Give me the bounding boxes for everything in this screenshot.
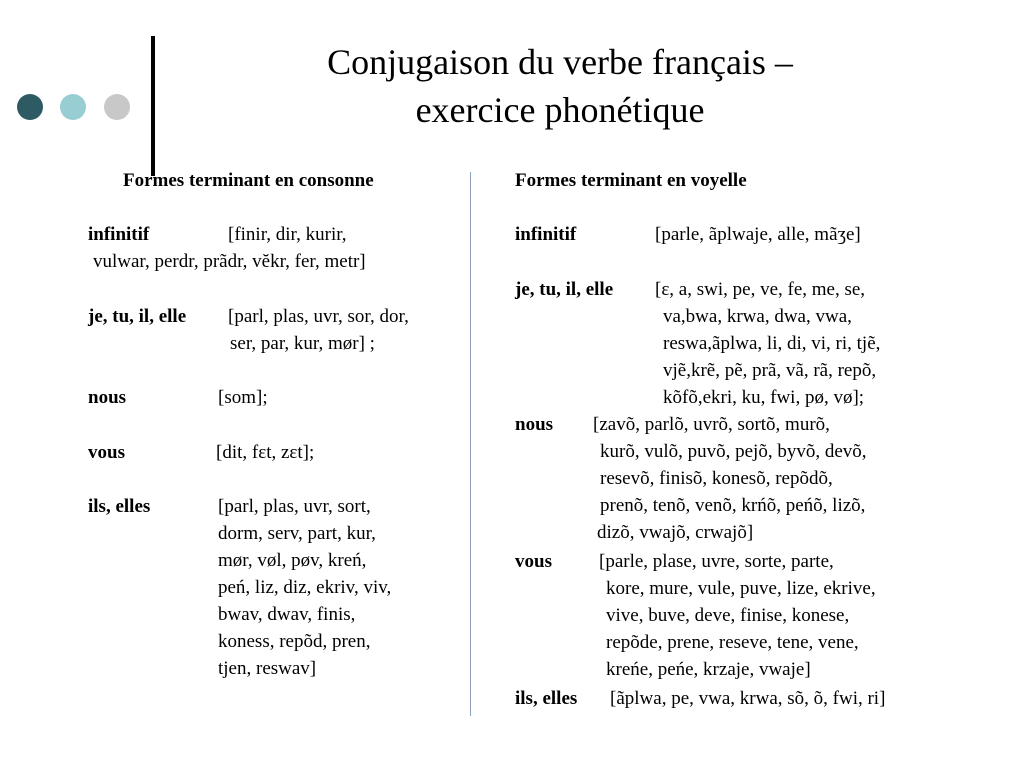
- right-nous-label: nous: [515, 414, 554, 435]
- left-infinitif-label: infinitif: [88, 224, 150, 245]
- right-vous-line-3: vive, buve, deve, finise, konese,: [606, 605, 850, 626]
- right-je-label: je, tu, il, elle: [515, 279, 614, 300]
- right-nous-line-5: dizõ, vwajõ, crwajõ]: [597, 522, 754, 543]
- right-infinitif-label: infinitif: [515, 224, 577, 245]
- right-je-line-2: va,bwa, krwa, dwa, vwa,: [663, 306, 852, 327]
- left-vous-label: vous: [88, 442, 125, 463]
- left-ils-line-5: bwav, dwav, finis,: [218, 604, 356, 625]
- right-je-line-4: vjẽ,krẽ, pẽ, prã, vã, rã, repõ,: [663, 360, 877, 381]
- right-je-line-3: reswa,ãplwa, li, di, vi, ri, tjẽ,: [663, 333, 881, 354]
- title-line-2: exercice phonétique: [415, 90, 705, 130]
- left-heading: Formes terminant en consonne: [123, 170, 374, 191]
- right-vous-line-1: [parle, plase, uvre, sorte, parte,: [599, 551, 834, 572]
- right-vous-line-4: repõde, prene, reseve, tene, vene,: [606, 632, 859, 653]
- right-vous-label: vous: [515, 551, 552, 572]
- decorative-dot-gray: [104, 94, 130, 120]
- right-je-line-5: kõfõ,ekri, ku, fwi, pø, vø];: [663, 387, 865, 408]
- right-je-line-1: [ɛ, a, swi, pe, ve, fe, me, se,: [655, 279, 866, 300]
- right-infinitif-line-1: [parle, ãplwaje, alle, mãʒe]: [655, 224, 861, 245]
- left-je-line-2: ser, par, kur, mør] ;: [230, 333, 375, 354]
- right-vous-line-5: kreńe, peńe, krzaje, vwaje]: [606, 659, 811, 680]
- left-vous-line-1: [dit, fɛt, zɛt];: [216, 442, 315, 463]
- left-je-line-1: [parl, plas, uvr, sor, dor,: [228, 306, 409, 327]
- right-heading: Formes terminant en voyelle: [515, 170, 747, 191]
- left-ils-line-2: dorm, serv, part, kur,: [218, 523, 376, 544]
- title-line-1: Conjugaison du verbe français –: [327, 42, 793, 82]
- right-nous-line-2: kurõ, vulõ, puvõ, pejõ, byvõ, devõ,: [600, 441, 867, 462]
- slide-title: [240, 38, 880, 134]
- left-je-label: je, tu, il, elle: [88, 306, 187, 327]
- left-ils-line-7: tjen, reswav]: [218, 658, 317, 679]
- left-infinitif-line-1: [finir, dir, kurir,: [228, 224, 347, 245]
- left-ils-line-1: [parl, plas, uvr, sort,: [218, 496, 371, 517]
- left-nous-label: nous: [88, 387, 127, 408]
- right-ils-label: ils, elles: [515, 688, 578, 709]
- right-vous-line-2: kore, mure, vule, puve, lize, ekrive,: [606, 578, 876, 599]
- decorative-dot-light-blue: [60, 94, 86, 120]
- column-divider: [470, 172, 471, 716]
- left-ils-label: ils, elles: [88, 496, 151, 517]
- left-ils-line-4: peń, liz, diz, ekriv, viv,: [218, 577, 392, 598]
- decorative-dot-dark: [17, 94, 43, 120]
- right-ils-line-1: [ãplwa, pe, vwa, krwa, sõ, õ, fwi, ri]: [610, 688, 886, 709]
- right-nous-line-1: [zavõ, parlõ, uvrõ, sortõ, murõ,: [593, 414, 830, 435]
- title-vertical-bar: [151, 36, 155, 176]
- left-infinitif-line-2: vulwar, perdr, prãdr, vĕkr, fer, metr]: [93, 251, 366, 272]
- left-ils-line-6: koness, repõd, pren,: [218, 631, 371, 652]
- left-ils-line-3: mør, vøl, pøv, kreń,: [218, 550, 367, 571]
- right-nous-line-4: prenõ, tenõ, venõ, krńõ, peńõ, lizõ,: [600, 495, 866, 516]
- left-nous-line-1: [som];: [218, 387, 268, 408]
- right-nous-line-3: resevõ, finisõ, konesõ, repõdõ,: [600, 468, 833, 489]
